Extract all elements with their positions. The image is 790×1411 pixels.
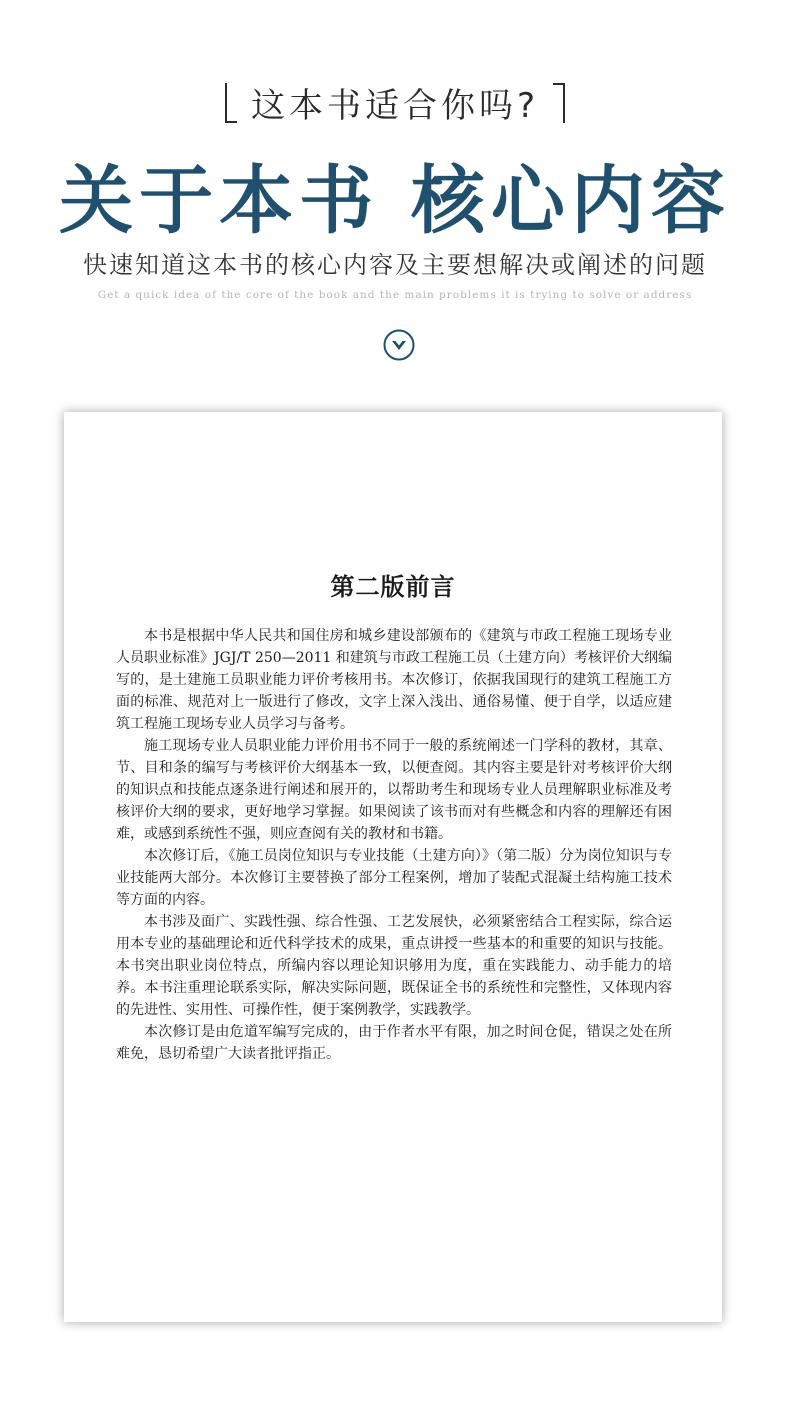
left-bracket xyxy=(225,83,237,123)
paragraph: 本次修订是由危道军编写完成的，由于作者水平有限，加之时间仓促，错误之处在所难免，恳切希望广大读者批评指正。 xyxy=(116,1024,672,1062)
chevron-down-circle-icon[interactable] xyxy=(383,329,415,361)
paragraph: 本书是根据中华人民共和国住房和城乡建设部颁布的《建筑与市政工程施工现场专业人员职业标准》JGJ/T 250—2011 和建筑与市政工程施工员（土建方向）考核评价大纲编写的，是土建施工员职业能力评价考核用书。本次修订，依据我国现行的建筑工程施工方面的标准、规范对上一版进行了修改，文字上深入浅出、通俗易懂、便于自学，以适应建筑工程施工现场专业人员学习与备考。 xyxy=(116,628,672,732)
description-cn: 快速知道这本书的核心内容及主要想解决或阐述的问题 xyxy=(83,251,707,279)
main-title: 关于本书 核心内容 xyxy=(59,158,731,244)
paragraph: 本次修订后，《施工员岗位知识与专业技能（土建方向）》（第二版）分为岗位知识与专业技能两大部分。本次修订主要替换了部分工程案例，增加了装配式混凝土结构施工技术等方面的内容。 xyxy=(116,848,672,908)
paragraph: 本书涉及面广、实践性强、综合性强、工艺发展快，必须紧密结合工程实际，综合运用本专业的基础理论和近代科学技术的成果，重点讲授一些基本的和重要的知识与技能。本书突出职业岗位特点，所编内容以理论知识够用为度，重在实践能力、动手能力的培养。本书注重理论联系实际，解决实际问题，既保证全书的系统性和完整性，又体现内容的先进性、实用性、可操作性，便于案例教学，实践教学。 xyxy=(116,914,672,1018)
question-heading xyxy=(0,78,790,127)
document-title: 第二版前言 xyxy=(330,572,456,601)
question-text: 这本书适合你吗? xyxy=(250,86,540,126)
description-en: Get a quick idea of the core of the book and the main problems it is trying to solve or address xyxy=(97,289,693,301)
document-page xyxy=(64,412,722,1322)
paragraph: 施工现场专业人员职业能力评价用书不同于一般的系统阐述一门学科的教材，其章、节、目和条的编写与考核评价大纲基本一致，以便查阅。其内容主要是针对考核评价大纲的知识点和技能点逐条进行阐述和展开的，以帮助考生和现场专业人员理解职业标准及考核评价大纲的要求，更好地学习掌握。如果阅读了该书而对有些概念和内容的理解还有困难，或感到系统性不强，则应查阅有关的教材和书籍。 xyxy=(116,738,672,842)
document-body xyxy=(116,625,672,1065)
header-banner xyxy=(0,0,790,410)
right-bracket xyxy=(553,83,565,123)
